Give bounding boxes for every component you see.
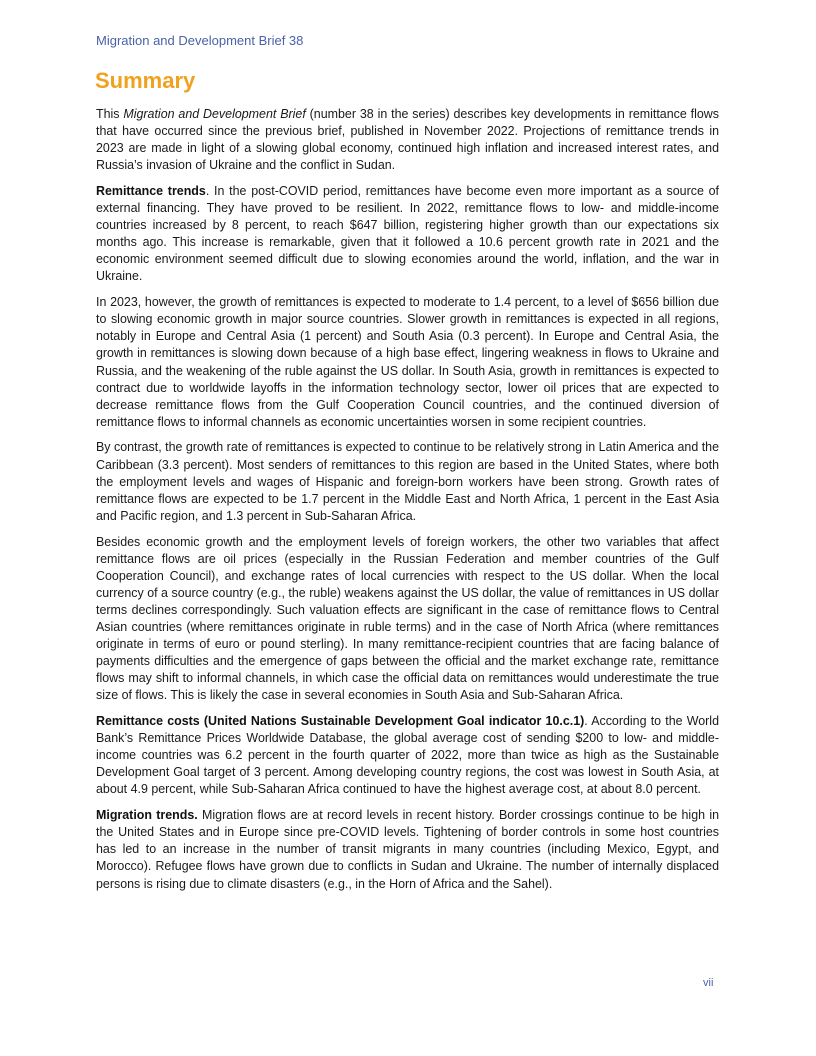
- remittance-costs-text: . According to the World Bank’s Remittance Prices Worldwide Database, the global average cost of sending $200 to low- and middle-income countries was 6.2 percent in the fourth quarter of 2022, more than twice as high as the Sustainable Development Goal target of 3 percent. Among developing country regions, the cost was lowest in South Asia, at about 4.9 percent, while Sub-Saharan Africa continued to have the highest average cost, at about 8.0 percent.: [96, 714, 719, 797]
- paragraph-remittance-trends: [96, 183, 719, 286]
- brief-title-italic: Migration and Development Brief: [123, 107, 306, 121]
- page-number: vii: [703, 977, 714, 989]
- migration-trends-heading: Migration trends.: [96, 808, 198, 823]
- remittance-trends-text: . In the post-COVID period, remittances have become even more important as a source of external financing. They have proved to be resilient. In 2022, remittance flows to low- and middle-income countries increased by 8 percent, to reach $647 billion, registering higher growth than our expectations six months ago. This increase is remarkable, given that it followed a 10.6 percent growth rate in 2021 and the economic environment seemed difficult due to slowing economies around the world, inflation, and the war in Ukraine.: [96, 183, 719, 284]
- paragraph-variables: Besides economic growth and the employment levels of foreign workers, the other two variables that affect remittance flows are oil prices (especially in the Russian Federation and member countries of the Gulf Cooperation Council), and exchange rates of local currencies with respect to the US dollar. When the local currency of a source country (e.g., the ruble) weakens against the US dollar, the value of remittances in US dollar terms declines correspondingly. Such valuation effects are significant in the case of remittance flows to Central Asian countries (where remittances originate in ruble terms) and in the case of North Africa (where remittances originate in terms of euro or pound sterling). In many remittance-recipient countries that are facing balance of payments difficulties and the emergence of gaps between the official and the market exchange rate, remittance flows may shift to informal channels, in which case the official data on remittances would underestimate the true size of flows. This is likely the case in several economies in South Asia and Sub-Saharan Africa.: [96, 534, 719, 703]
- running-header: Migration and Development Brief 38: [96, 33, 304, 48]
- page-title: Summary: [95, 68, 196, 93]
- paragraph-migration-trends: [96, 807, 719, 892]
- paragraph-2023-outlook: In 2023, however, the growth of remittances is expected to moderate to 1.4 percent, to a level of $656 billion due to slowing economic growth in major source countries. Slower growth in remittances is expected in all regions, notably in Europe and Central Asia (1 percent) and South Asia (0.3 percent). In Europe and Central Asia, the growth in remittances is slowing down because of a high base effect, lingering weakness in flows to Ukraine and Russia, and the weakening of the ruble against the US dollar. In South Asia, growth in remittances is expected to contract due to worldwide layoffs in the information technology sector, lower oil prices that are expected to decrease remittance flows from the Gulf Cooperation Council countries, and the continued diversion of remittance flows to informal channels as economic uncertainties worsen in some recipient countries.: [96, 295, 719, 429]
- intro-text-end: (number 38 in the series) describes key developments in remittance flows that have occurred since the previous brief, published in November 2022. Projections of remittance trends in 2023 are made in light of a slowing global economy, continued high inflation and increased interest rates, and Russia’s invasion of Ukraine and the conflict in Sudan.: [96, 107, 719, 173]
- remittance-costs-heading: Remittance costs (United Nations Sustainable Development Goal indicator 10.c.1): [96, 714, 585, 729]
- remittance-trends-heading: Remittance trends: [96, 183, 206, 198]
- paragraph-regional-growth: By contrast, the growth rate of remittances is expected to continue to be relatively strong in Latin America and the Caribbean (3.3 percent). Most senders of remittances to this region are based in the United States, where both the employment levels and wages of Hispanic and foreign-born workers have been strong. Growth rates of remittance flows are expected to be 1.7 percent in the Middle East and North Africa, 1 percent in the East Asia and Pacific region, and 1.3 percent in Sub-Saharan Africa.: [96, 440, 719, 523]
- migration-trends-text: Migration flows are at record levels in recent history. Border crossings continue to be high in the United States and in Europe since pre-COVID levels. Tightening of border controls in some host countries has led to an increase in the number of transit migrants in many countries (including Mexico, Egypt, and Morocco). Refugee flows have grown due to conflicts in Sudan and Ukraine. The number of internally displaced persons is rising due to climate disasters (e.g., in the Horn of Africa and the Sahel).: [96, 808, 719, 891]
- paragraph-intro: [96, 106, 719, 174]
- intro-text-start: This: [96, 107, 124, 121]
- summary-body: [96, 106, 719, 901]
- paragraph-remittance-costs: [96, 713, 719, 798]
